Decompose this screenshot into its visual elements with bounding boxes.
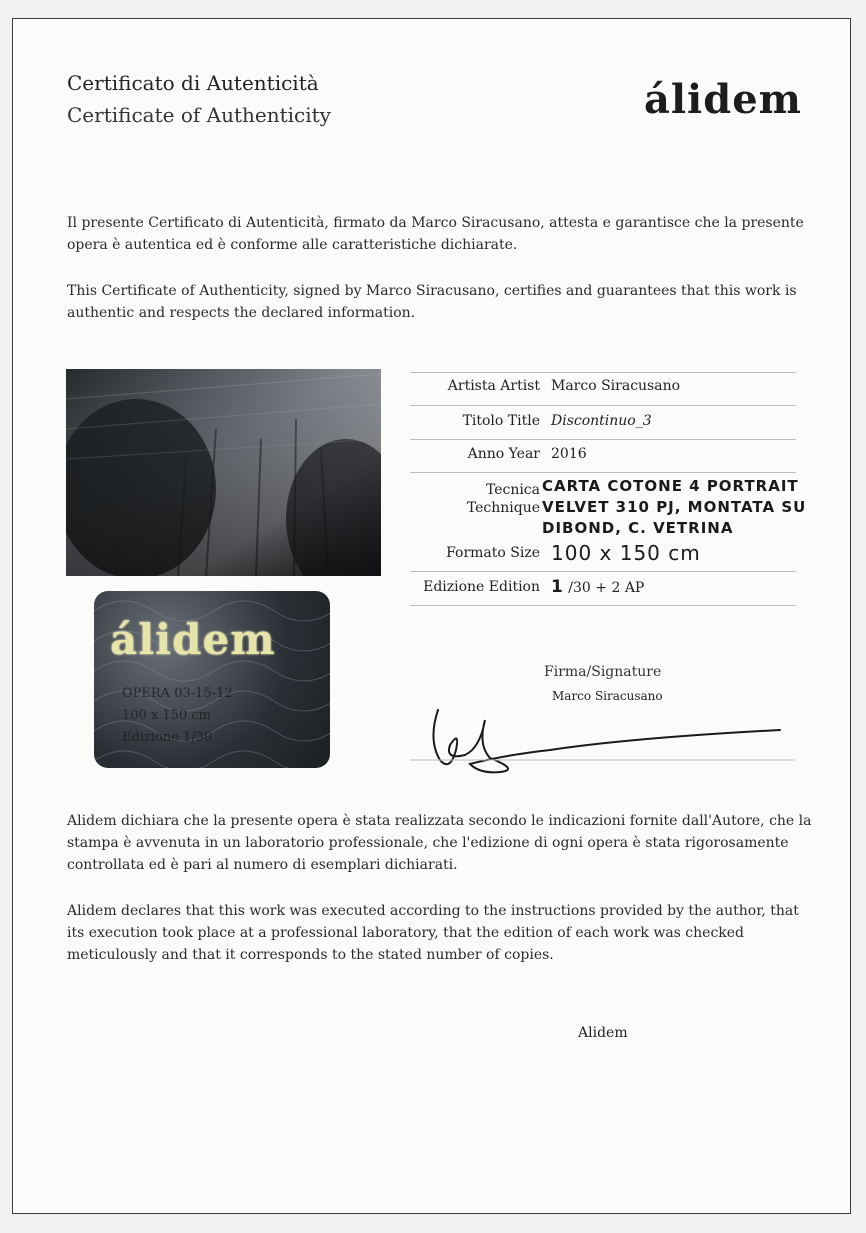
intro-english: This Certificate of Authenticity, signed by Marco Siracusano, certifies and guarantees that this work is authentic and respects the declared information. [67, 283, 797, 321]
technique-line-2: VELVET 310 PJ, MONTATA SU [542, 498, 807, 516]
title-english: Certificate of Authenticity [67, 103, 331, 127]
technique-line-3: DIBOND, C. VETRINA [542, 519, 734, 537]
artist-label: Artista Artist [447, 378, 540, 394]
declaration-italian: Alidem dichiara che la presente opera è stata realizzata secondo le indicazioni fornite dall'Autore, che la stampa è avvenuta in un laboratorio professionale, che l'edizione di ogni opera è stata rigorosamente controllata ed è pari al numero di esemplari dichiarati. [67, 813, 812, 873]
table-rule [410, 439, 796, 440]
title-value: Discontinuo_3 [551, 413, 652, 429]
hologram-size: 100 x 150 cm [122, 708, 211, 723]
technique-label-it: Tecnica [485, 482, 540, 498]
edition-number: 1 [551, 577, 564, 597]
declaration-english: Alidem declares that this work was executed according to the instructions provided by the author, that its execution took place at a professional laboratory, that the edition of each work was checked meticulously and that it corresponds to the stated number of copies. [67, 903, 799, 963]
table-rule [410, 405, 796, 406]
title-label: Titolo Title [462, 413, 540, 429]
signature-name: Marco Siracusano [552, 689, 663, 703]
technique-label-en: Technique [466, 500, 540, 516]
artwork-photo [66, 369, 381, 576]
hologram-edition: Edizione 1/30 [122, 730, 213, 745]
handwritten-signature [410, 700, 800, 785]
table-rule [410, 605, 796, 606]
alidem-logo: álidem [643, 76, 802, 123]
hologram-code: OPERA 03-15-12 [122, 686, 233, 701]
table-rule [410, 571, 796, 572]
year-label: Anno Year [467, 446, 540, 462]
format-label: Formato Size [446, 545, 540, 561]
technique-line-1: CARTA COTONE 4 PORTRAIT [542, 477, 799, 495]
title-italian: Certificato di Autenticità [67, 71, 319, 95]
hologram-sticker [94, 591, 330, 768]
table-rule [410, 372, 796, 373]
year-value: 2016 [551, 446, 587, 462]
edition-label: Edizione Edition [423, 579, 540, 595]
format-value: 100 x 150 cm [551, 541, 701, 565]
artist-value: Marco Siracusano [551, 378, 681, 394]
signature-label: Firma/Signature [544, 664, 662, 680]
intro-italian: Il presente Certificato di Autenticità, firmato da Marco Siracusano, attesta e garantisce che la presente opera è autentica ed è conforme alle caratteristiche dichiarate. [67, 215, 804, 253]
hologram-logo: álidem [110, 615, 276, 664]
edition-rest: /30 + 2 AP [568, 580, 645, 596]
issuer-name: Alidem [578, 1025, 628, 1041]
edition-value [551, 577, 644, 597]
table-rule [410, 472, 796, 473]
